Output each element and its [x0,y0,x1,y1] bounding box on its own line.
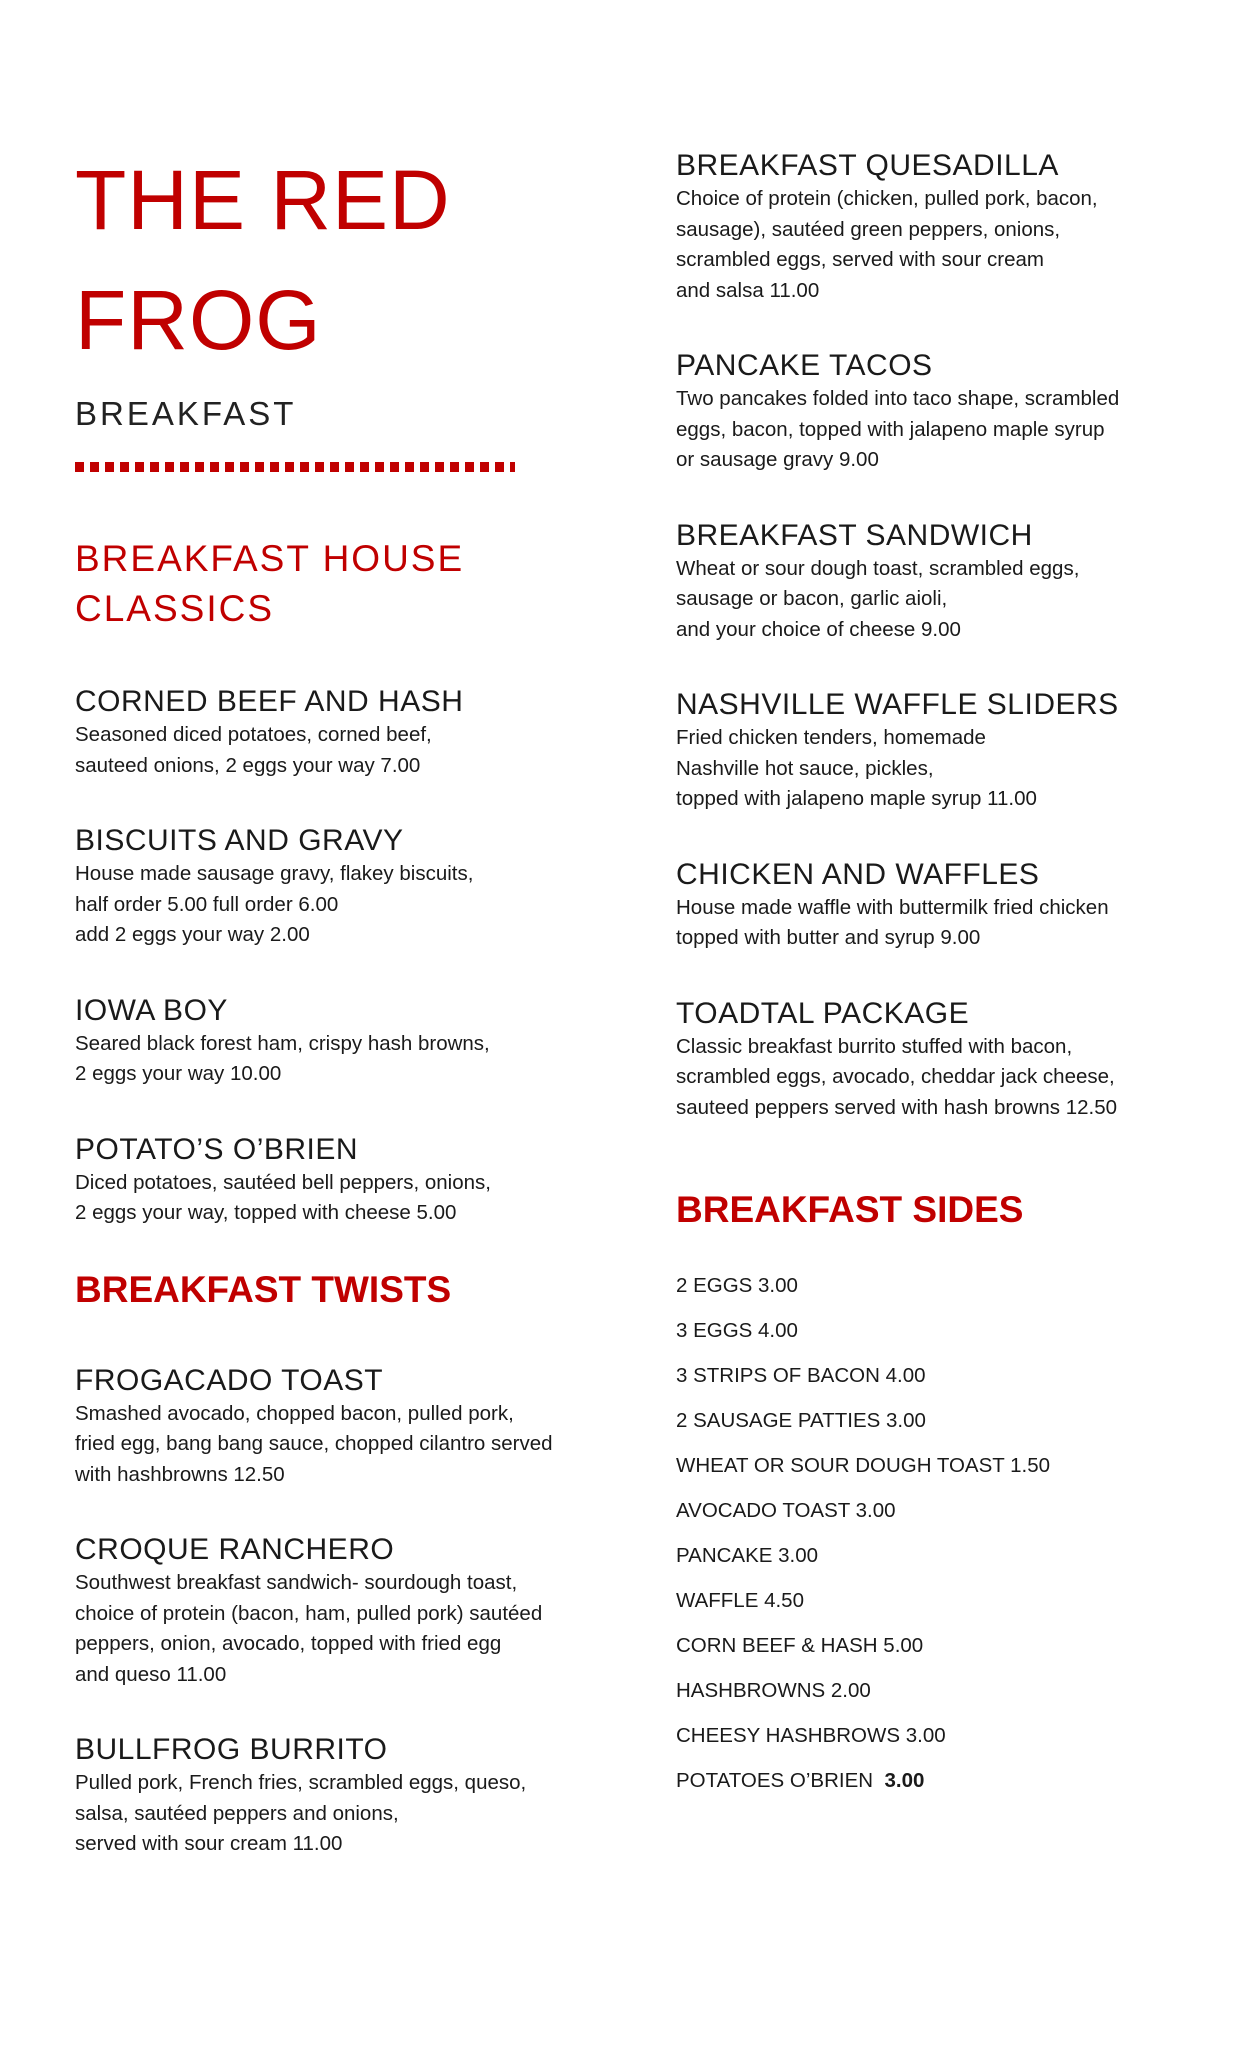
item-description: Smashed avocado, chopped bacon, pulled pork, fried egg, bang bang sauce, chopped cilantro served with hashbrowns 12.50 [75,1401,553,1486]
menu-item [75,1132,635,1229]
item-description: Choice of protein (chicken, pulled pork, bacon, sausage), sautéed green peppers, onions, scrambled eggs, served with sour cream and salsa 11.00 [676,187,1098,302]
heading-line-1: BREAKFAST HOUSE [75,538,465,579]
side-item-label: POTATOES O’BRIEN [676,1769,885,1792]
right-column [676,148,1216,1811]
item-description: Two pancakes folded into taco shape, scrambled eggs, bacon, topped with jalapeno maple syrup or sausage gravy 9.00 [676,387,1120,471]
side-item-price: 3.00 [884,1769,925,1792]
side-item: 3 STRIPS OF BACON 4.00 [676,1364,926,1387]
item-description: Seared black forest ham, crispy hash browns, 2 eggs your way 10.00 [75,1031,490,1085]
item-name: BREAKFAST QUESADILLA [676,149,1059,182]
left-column [75,140,635,1860]
sides-heading: BREAKFAST SIDES [676,1189,1024,1230]
side-item: HASHBROWNS 2.00 [676,1679,871,1702]
menu-item [75,823,635,951]
item-description: Classic breakfast burrito stuffed with bacon, scrambled eggs, avocado, cheddar jack cheese, sauteed peppers served with hash browns 12.50 [676,1034,1118,1119]
title-line-1: THE RED [75,153,451,247]
item-name: BISCUITS AND GRAVY [75,824,404,857]
item-name: NASHVILLE WAFFLE SLIDERS [676,688,1119,721]
item-description: Diced potatoes, sautéed bell peppers, onions, 2 eggs your way, topped with cheese 5.00 [75,1170,491,1224]
menu-item [75,993,635,1090]
side-item: PANCAKE 3.00 [676,1544,819,1567]
house-classics-heading [75,534,635,634]
side-item-last [676,1766,1216,1796]
menu-item [676,148,1216,306]
item-name: TOADTAL PACKAGE [676,996,970,1030]
side-item: 2 SAUSAGE PATTIES 3.00 [676,1409,926,1432]
side-item: WAFFLE 4.50 [676,1589,804,1612]
side-item: CORN BEEF & HASH 5.00 [676,1634,924,1657]
side-item: AVOCADO TOAST 3.00 [676,1499,896,1522]
menu-item [75,684,635,781]
restaurant-title [75,140,635,380]
sides-list [676,1271,1216,1796]
item-name: BREAKFAST SANDWICH [676,518,1033,552]
menu-item [676,996,1216,1124]
item-name: IOWA BOY [75,993,228,1027]
menu-item [75,1532,635,1690]
menu-item [676,687,1216,815]
dotted-divider [75,462,515,472]
item-description: Pulled pork, French fries, scrambled eggs, queso, salsa, sautéed peppers and onions, served with sour cream 11.00 [75,1771,527,1855]
item-description: Wheat or sour dough toast, scrambled eggs, sausage or bacon, garlic aioli, and your choice of cheese 9.00 [676,556,1080,641]
side-item: 2 EGGS 3.00 [676,1274,798,1297]
item-name: FROGACADO TOAST [75,1363,384,1397]
twists-heading: BREAKFAST TWISTS [75,1268,452,1310]
side-item: WHEAT OR SOUR DOUGH TOAST 1.50 [676,1454,1051,1477]
title-line-2: FROG [75,273,322,367]
side-item: CHEESY HASHBROWS 3.00 [676,1724,946,1747]
menu-item [676,348,1216,476]
item-name: POTATO’S O’BRIEN [75,1132,359,1166]
item-description: Fried chicken tenders, homemade Nashville hot sauce, pickles, topped with jalapeno maple syrup 11.00 [676,726,1037,810]
side-item: 3 EGGS 4.00 [676,1319,798,1342]
item-name: PANCAKE TACOS [676,349,933,382]
menu-item [75,1363,635,1491]
menu-item [75,1732,635,1860]
item-description: Southwest breakfast sandwich- sourdough toast, choice of protein (bacon, ham, pulled pork) sautéed peppers, onion, avocado, topped with fried egg and queso 11.00 [75,1571,543,1686]
item-description: House made waffle with buttermilk fried chicken topped with butter and syrup 9.00 [676,895,1109,949]
heading-line-2: CLASSICS [75,588,275,629]
menu-item [676,857,1216,954]
menu-item [676,518,1216,646]
item-name: CHICKEN AND WAFFLES [676,857,1040,891]
item-description: Seasoned diced potatoes, corned beef, sauteed onions, 2 eggs your way 7.00 [75,723,432,777]
item-name: BULLFROG BURRITO [75,1733,388,1766]
item-name: CORNED BEEF AND HASH [75,685,464,718]
item-name: CROQUE RANCHERO [75,1533,395,1566]
menu-subtitle: BREAKFAST [75,395,297,432]
item-description: House made sausage gravy, flakey biscuits, half order 5.00 full order 6.00 add 2 eggs your way 2.00 [75,862,474,946]
